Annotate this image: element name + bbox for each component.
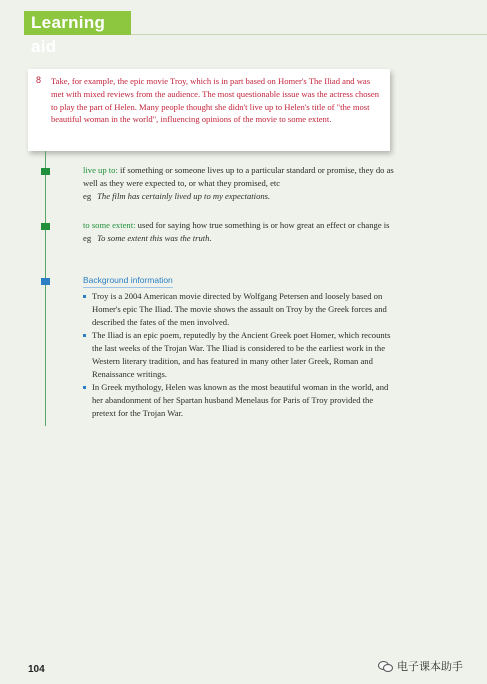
learning-aid-banner: Learning aid	[24, 11, 131, 35]
header-divider	[131, 34, 487, 35]
note-term: live up to:	[83, 165, 118, 175]
note-example: To some extent this was the truth.	[97, 233, 212, 243]
note-example: The film has certainly lived up to my expectations.	[97, 191, 271, 201]
note-example-line	[83, 232, 395, 245]
passage-number: 8	[36, 75, 42, 85]
background-information	[83, 274, 395, 420]
background-heading: Background information	[83, 274, 173, 288]
wechat-icon	[378, 661, 393, 672]
note-definition-line	[83, 164, 395, 190]
eg-label: eg	[83, 233, 92, 243]
note-marker	[41, 223, 50, 230]
watermark-text: 电子课本助手	[397, 660, 463, 673]
background-list	[83, 290, 395, 420]
margin-rule	[45, 151, 46, 426]
background-bullet: The Iliad is an epic poem, reputedly by the Ancient Greek poet Homer, which recounts the last weeks of the Trojan War. The Iliad is considered to be the earliest work in the Western literary tradition, and has featured in many other later Greek, Roman and Renaissance writings.	[83, 329, 395, 381]
background-bullet: In Greek mythology, Helen was known as the most beautiful woman in the world, and her abandonment of her Spartan husband Menelaus for Paris of Troy provided the pretext for the Trojan War.	[83, 381, 395, 420]
eg-label: eg	[83, 191, 92, 201]
passage-text: Take, for example, the epic movie Troy, which is in part based on Homer's The Iliad and was met with mixed reviews from the audience. The most questionable issue was the actress chosen to play the part of Helen. Many people thought she didn't live up to Helen's title of "the most beautiful woman in the world", influencing opinions of the movie to some extent.	[51, 76, 379, 125]
note-definition: if something or someone lives up to a particular standard or promise, they do as well as they were expected to, or what they promised, etc	[83, 165, 394, 188]
note-example-line	[83, 190, 395, 203]
note-term: to some extent:	[83, 220, 136, 230]
background-marker	[41, 278, 50, 285]
background-bullet: Troy is a 2004 American movie directed by Wolfgang Petersen and loosely based on Homer's epic The Iliad. The movie shows the assault on Troy by the Greek forces and described the fates of the men involved.	[83, 290, 395, 329]
passage-box	[28, 69, 390, 151]
vocab-note-to-some-extent	[83, 219, 395, 245]
note-definition: used for saying how true something is or how great an effect or change is	[137, 220, 390, 230]
note-definition-line	[83, 219, 395, 232]
watermark	[378, 658, 463, 674]
page-number: 104	[28, 664, 45, 675]
vocab-note-live-up-to	[83, 164, 395, 203]
note-marker	[41, 168, 50, 175]
